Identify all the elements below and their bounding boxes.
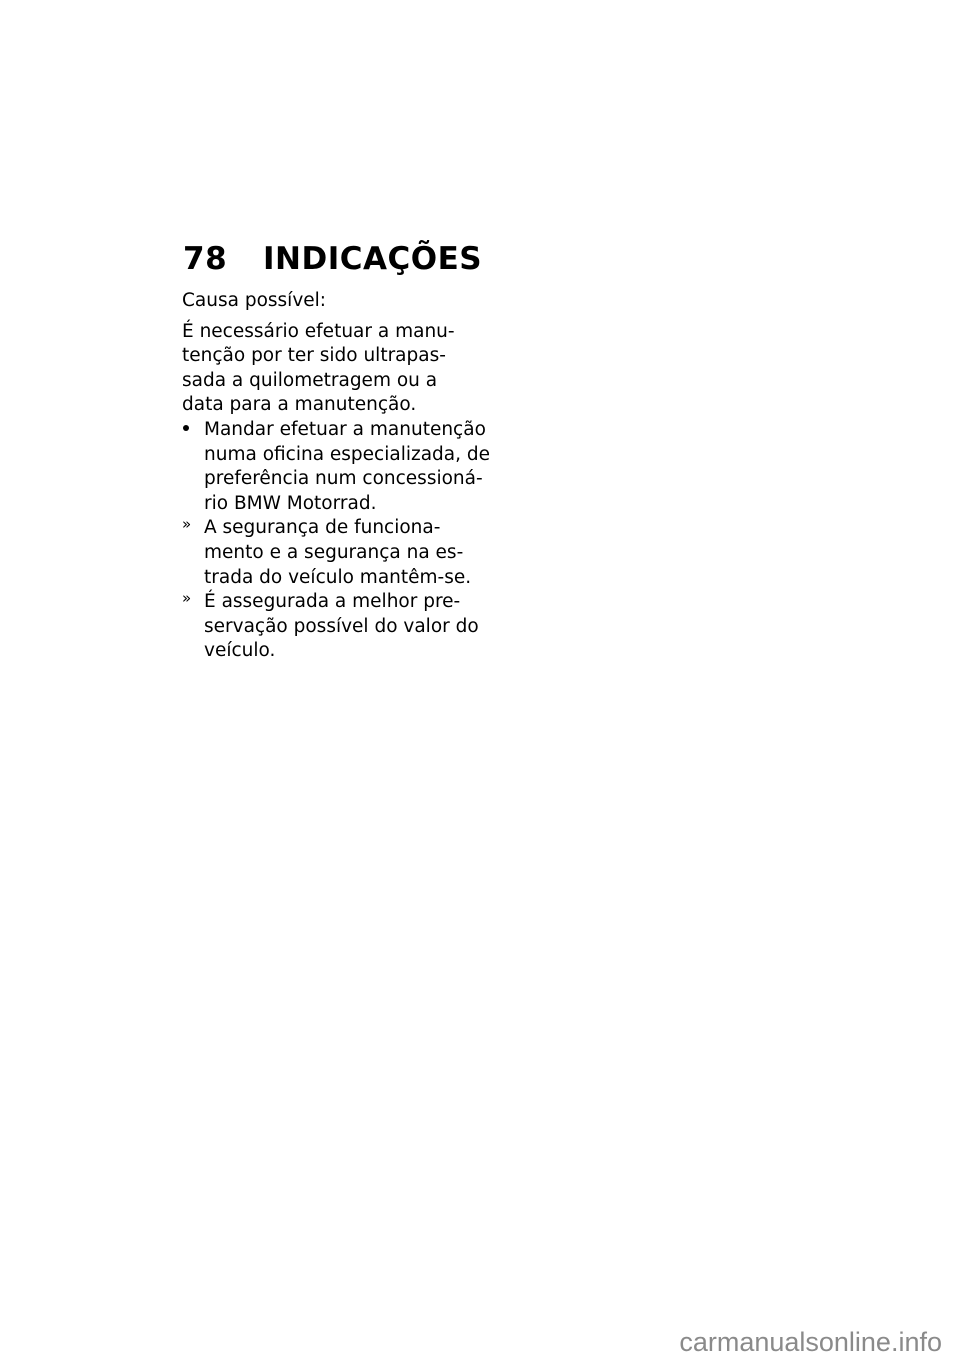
result-line: É assegurada a melhor pre-: [204, 591, 461, 613]
section-title: INDICAÇÕES: [263, 241, 483, 277]
action-line: Mandar efetuar a manutenção: [204, 418, 486, 440]
page-number: 78: [183, 241, 228, 277]
page-header: [183, 236, 482, 282]
result-text: [204, 516, 471, 590]
action-line: numa oficina especializada, de: [204, 443, 491, 465]
action-line: rio BMW Motorrad.: [204, 492, 377, 514]
cause-line: tenção por ter sido ultrapas-: [182, 345, 446, 367]
result-line: mento e a segurança na es-: [204, 541, 464, 563]
result-line: veículo.: [204, 640, 276, 662]
result-arrow-icon: »: [182, 515, 192, 534]
result-line: trada do veículo mantêm-se.: [204, 566, 472, 588]
cause-line: data para a manutenção.: [182, 394, 417, 416]
result-item: [182, 515, 472, 590]
action-item: [182, 418, 491, 516]
page-content: [182, 289, 491, 664]
cause-line: É necessário efetuar a manu-: [182, 320, 455, 342]
bullet-icon: [182, 418, 204, 516]
action-line: preferência num concessioná-: [204, 468, 483, 490]
result-text: [204, 590, 479, 664]
result-arrow-icon: »: [182, 589, 192, 608]
cause-label: Causa possível:: [182, 290, 327, 311]
result-line: A segurança de funciona-: [204, 517, 441, 539]
cause-line: sada a quilometragem ou a: [182, 369, 438, 391]
result-line: servação possível do valor do: [204, 615, 479, 637]
cause-text: [182, 320, 454, 418]
action-text: [204, 418, 490, 516]
watermark-link[interactable]: carmanualsonline.info: [679, 1327, 942, 1357]
result-item: [182, 589, 479, 664]
